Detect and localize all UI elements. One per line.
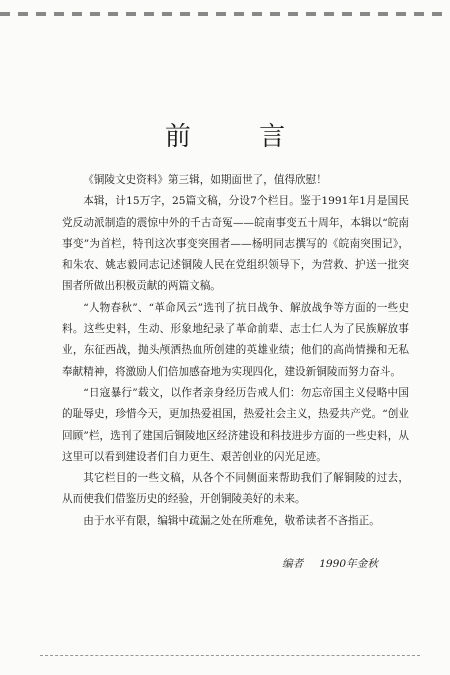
signature: [282, 556, 422, 571]
paragraph-5: 其它栏目的一些文稿，从各个不同侧面来帮助我们了解铜陵的过去，从而使我们借鉴历史的经验，开创铜陵美好的未来。: [62, 472, 409, 506]
preface-body: [62, 170, 409, 532]
paragraph-2: 本辑，计15万字，25篇文稿，分设7个栏目。鉴于1991年1月是国民党反动派制造的震惊中外的千古奇冤——皖南事变五十周年，本辑以“皖南事变”为首栏，特刊这次事变突围者——杨明同志撰写的《皖南突围记》，和朱农、姚志毅同志记述铜陵人民在党组织领导下，为营救、护送一批突围者所做出积极贡献的两篇文稿。: [62, 195, 409, 293]
signature-date: 1990年金秋: [319, 558, 378, 570]
page-title: 前 言: [164, 122, 316, 152]
paragraph-4: “日寇暴行”载文，以作者亲身经历告戒人们：勿忘帝国主义侵略中国的耻辱史，珍惜今天，更加热爱祖国，热爱社会主义，热爱共产党。“创业回顾”栏，选刊了建国后铜陵地区经济建设和科技进步方面的一些史料，从这里可以看到建设者们自力更生、艰苦创业的闪光足迹。: [62, 386, 409, 463]
paragraph-1: 《铜陵文史资料》第三辑，如期面世了，值得欣慰！: [83, 174, 327, 186]
bottom-scan-edge: [40, 655, 420, 656]
top-scan-edge: [0, 12, 450, 16]
paragraph-6: 由于水平有限，编辑中疏漏之处在所难免，敬希读者不吝指正。: [83, 514, 380, 527]
paragraph-3: “人物春秋”、“革命风云”选刊了抗日战争、解放战争等方面的一些史料。这些史料，生动、形象地纪录了革命前辈、志士仁人为了民族解放事业，东征西战，抛头颅洒热血所创建的英雄业绩；他们的高尚情操和无私奉献精神，将激励人们倍加感奋地为实现四化，建设新铜陵而努力奋斗。: [62, 301, 409, 378]
signature-author: 编者: [282, 558, 304, 570]
